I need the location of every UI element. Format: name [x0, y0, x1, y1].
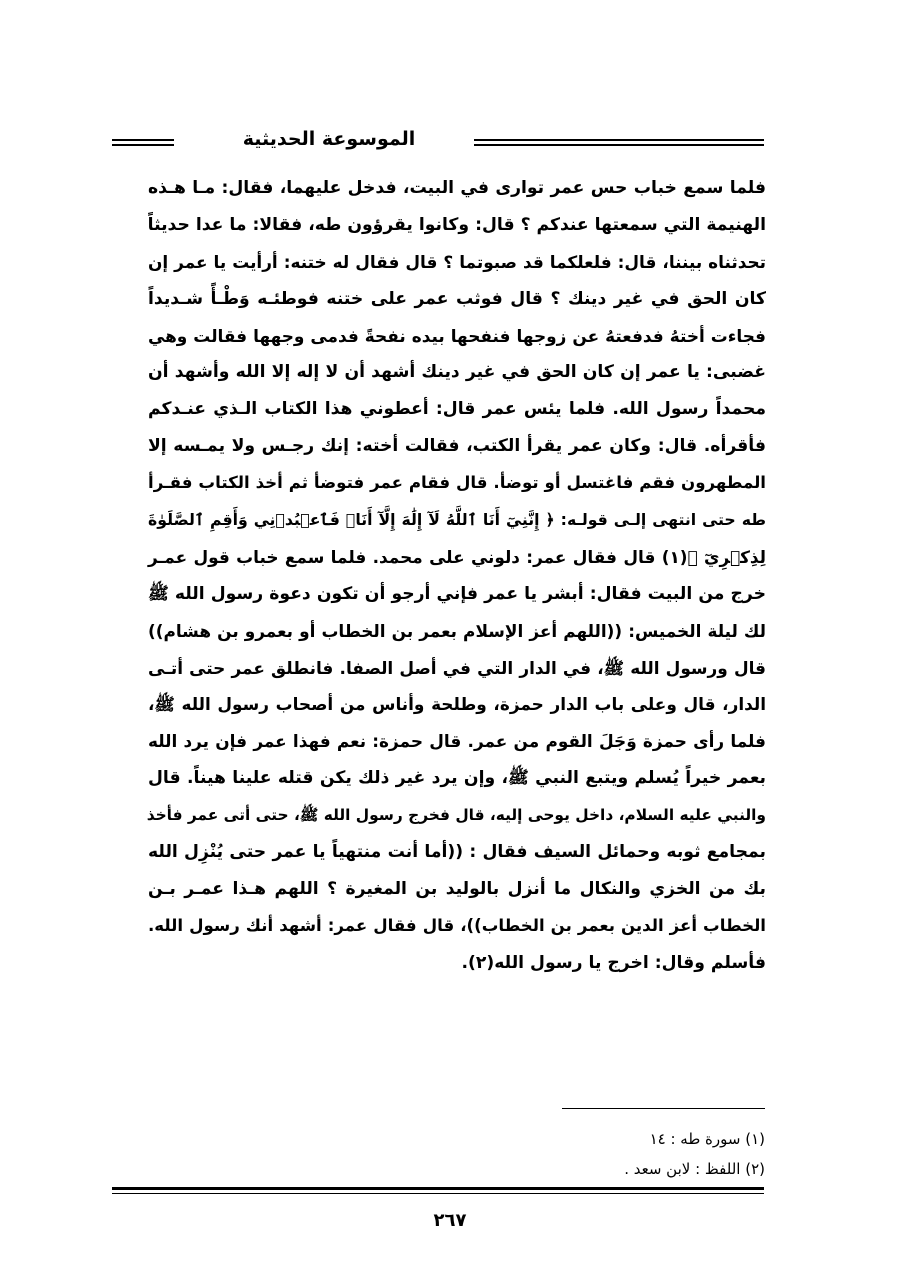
text-line: الخطاب أعز الدين بعمر بن الخطاب))، قال فقال عمر: أشهد أنك رسول الله. — [148, 915, 766, 935]
text-line: تحدثناه بيننا، قال: فلعلكما قد صبوتما ؟ قال فقال له ختنه: أرأيت يا عمر إن — [148, 251, 766, 272]
header-rule-left — [112, 139, 174, 146]
header-title: الموسوعة الحديثية — [242, 128, 416, 150]
text-line: لك ليلة الخميس: ((اللهم أعز الإسلام بعمر بن الخطاب أو بعمرو بن هشام)) — [148, 620, 766, 641]
text-line: غضبى: يا عمر إن كان الحق في غير دينك أشهد أن لا إله إلا الله وأشهد أن — [148, 362, 766, 383]
text-line: الدار، قال وعلى باب الدار حمزة، وطلحة وأناس من أصحاب رسول الله ﷺ، — [148, 694, 766, 715]
text-line: كان الحق في غير دينك ؟ قال فوثب عمر على ختنه فوطئـه وَطْـأً شـديداً — [148, 288, 766, 309]
text-line: فلما رأى حمزة وَجَلَ القوم من عمر. قال حمزة: نعم فهذا عمر فإن يرد الله — [148, 731, 766, 752]
footnote-1: (١) سورة طه : ١٤ — [649, 1130, 765, 1148]
running-header — [112, 128, 764, 158]
text-line: خرج من البيت فقال: أبشر يا عمر فإني أرجو أن تكون دعوة رسول الله ﷺ — [148, 583, 766, 604]
text-line: بك من الخزي والنكال ما أنزل بالوليد بن المغيرة ؟ اللهم هـذا عمـر بـن — [148, 878, 766, 899]
header-rule-right — [474, 139, 764, 146]
text-line: طه حتى انتهى إلـى قولـه: ﴿ إِنَّنِيٓ أَنَا ٱللَّهُ لَآ إِلَٰهَ إِلَّآ أَنَا۠ فَٱعۡبُدۡنِي وَأَقِمِ ٱلصَّلَوٰةَ — [148, 510, 766, 530]
footer-rule — [112, 1187, 764, 1194]
text-line: محمداً رسول الله. فلما يئس عمر قال: أعطوني هذا الكتاب الـذي عنـدكم — [148, 399, 766, 420]
text-line: فلما سمع خباب حس عمر توارى في البيت، فدخل عليهما، فقال: مـا هـذه — [148, 178, 766, 198]
footnote-2: (٢) اللفظ : لابن سعد . — [624, 1160, 765, 1178]
text-line: قال ورسول الله ﷺ، في الدار التي في أصل الصفا. فانطلق عمر حتى أتـى — [148, 657, 766, 678]
text-line: بعمر خيراً يُسلم ويتبع النبي ﷺ، وإن يرد غير ذلك يكن قتله علينا هيناً. قال — [148, 768, 766, 789]
main-text — [148, 170, 766, 982]
footnote-separator — [562, 1108, 765, 1109]
text-line: بمجامع ثوبه وحمائل السيف فقال : ((أما أنت منتهياً يا عمر حتى يُنْزِل الله — [148, 842, 766, 863]
text-line: فأقرأه. قال: وكان عمر يقرأ الكتب، فقالت أخته: إنك رجـس ولا يمـسه إلا — [148, 436, 766, 457]
page-number: ٢٦٧ — [433, 1210, 467, 1231]
text-line: المطهرون فقم فاغتسل أو توضأ. قال فقام عمر فتوضأ ثم أخذ الكتاب فقـرأ — [148, 473, 766, 493]
text-line: فأسلم وقال: اخرج يا رسول الله(٢). — [461, 952, 766, 973]
text-line: الهنيمة التي سمعتها عندكم ؟ قال: وكانوا يقرؤون طه، فقالا: ما عدا حديثاً — [147, 214, 766, 235]
text-line: والنبي عليه السلام، داخل يوحى إليه، قال فخرج رسول الله ﷺ، حتى أتى عمر فأخذ — [146, 806, 766, 825]
footnotes — [520, 1124, 765, 1184]
text-line: فجاءت أختهُ فدفعتهُ عن زوجها فنفحها بيده نفحةً فدمى وجهها فقالت وهي — [148, 325, 766, 346]
text-line: لِذِكۡرِيٓ ﴾(١) قال فقال عمر: دلوني على محمد. فلما سمع خباب قول عمـر — [148, 546, 767, 567]
